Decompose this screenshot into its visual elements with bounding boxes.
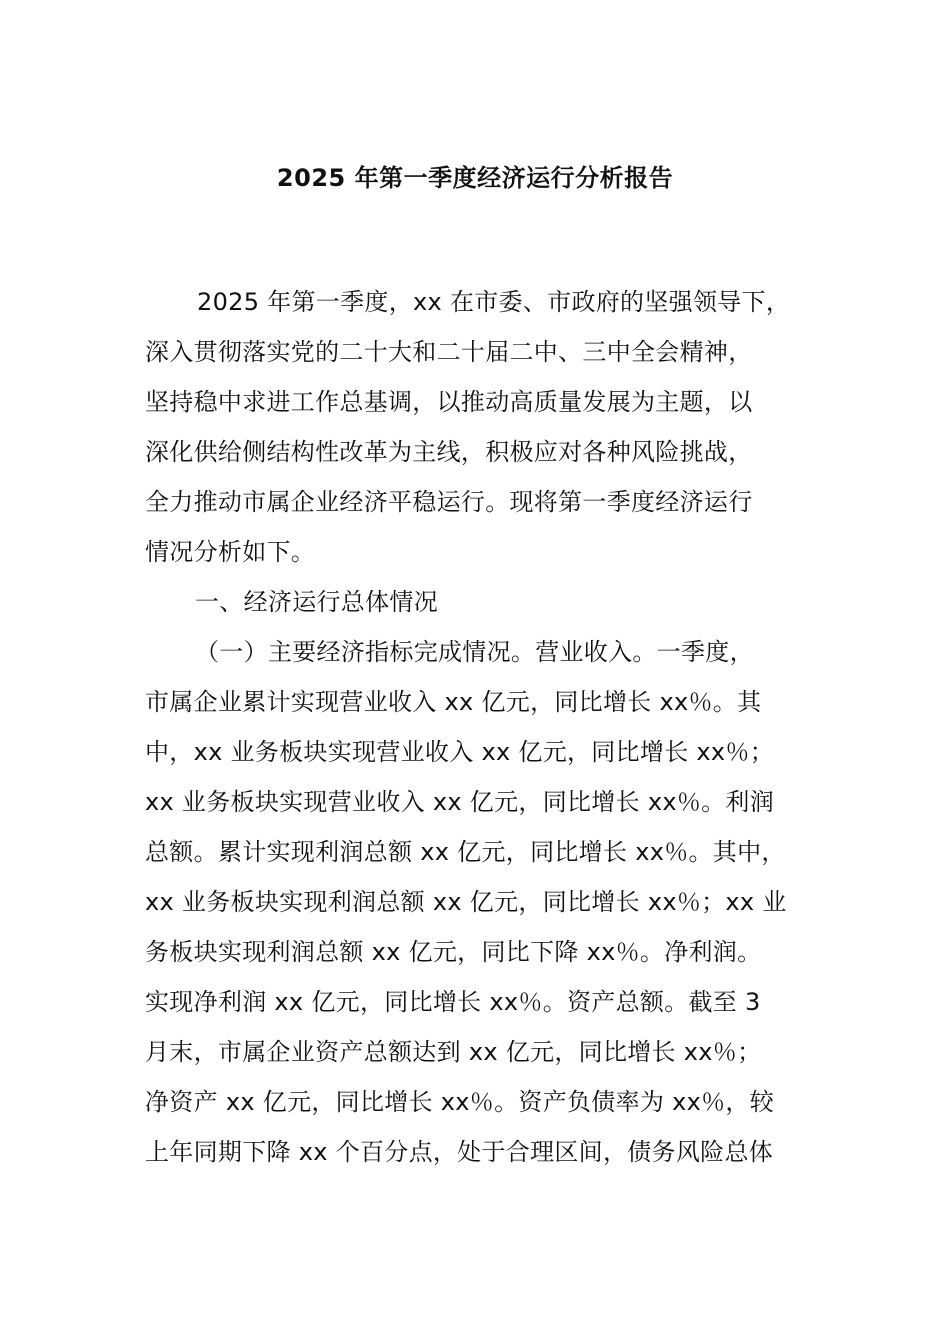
document-title: 2025 年第一季度经济运行分析报告: [276, 164, 674, 192]
paragraph-line: 全力推动市属企业经济平稳运行。现将第一季度经济运行: [145, 488, 753, 516]
paragraph-line: （一）主要经济指标完成情况。营业收入。一季度，: [195, 638, 754, 666]
paragraph-line: 情况分析如下。: [145, 538, 316, 566]
paragraph-line: xx 业务板块实现利润总额 xx 亿元，同比增长 xx％；xx 业: [145, 888, 787, 916]
paragraph-line: 中，xx 业务板块实现营业收入 xx 亿元，同比增长 xx％；: [145, 738, 775, 766]
paragraph-line: 务板块实现利润总额 xx 亿元，同比下降 xx％。净利润。: [145, 938, 762, 966]
paragraph-line: xx 业务板块实现营业收入 xx 亿元，同比增长 xx％。利润: [145, 788, 775, 816]
paragraph-line: 坚持稳中求进工作总基调，以推动高质量发展为主题，以: [145, 388, 753, 416]
section-heading: 一、经济运行总体情况: [195, 588, 438, 616]
paragraph-line: 实现净利润 xx 亿元，同比增长 xx％。资产总额。截至 3: [145, 988, 761, 1016]
paragraph-line: 深入贯彻落实党的二十大和二十届二中、三中全会精神，: [145, 338, 753, 366]
paragraph-line: 月末，市属企业资产总额达到 xx 亿元，同比增长 xx％；: [145, 1038, 762, 1066]
paragraph-line: 2025 年第一季度，xx 在市委、市政府的坚强领导下，: [197, 288, 791, 316]
paragraph-line: 深化供给侧结构性改革为主线，积极应对各种风险挑战，: [145, 438, 753, 466]
paragraph-line: 市属企业累计实现营业收入 xx 亿元，同比增长 xx％。其: [145, 688, 762, 716]
paragraph-line: 净资产 xx 亿元，同比增长 xx％。资产负债率为 xx％，较: [145, 1088, 775, 1116]
paragraph-line: 总额。累计实现利润总额 xx 亿元，同比增长 xx％。其中，: [145, 838, 786, 866]
paragraph-line: 上年同期下降 xx 个百分点，处于合理区间，债务风险总体: [145, 1138, 774, 1166]
